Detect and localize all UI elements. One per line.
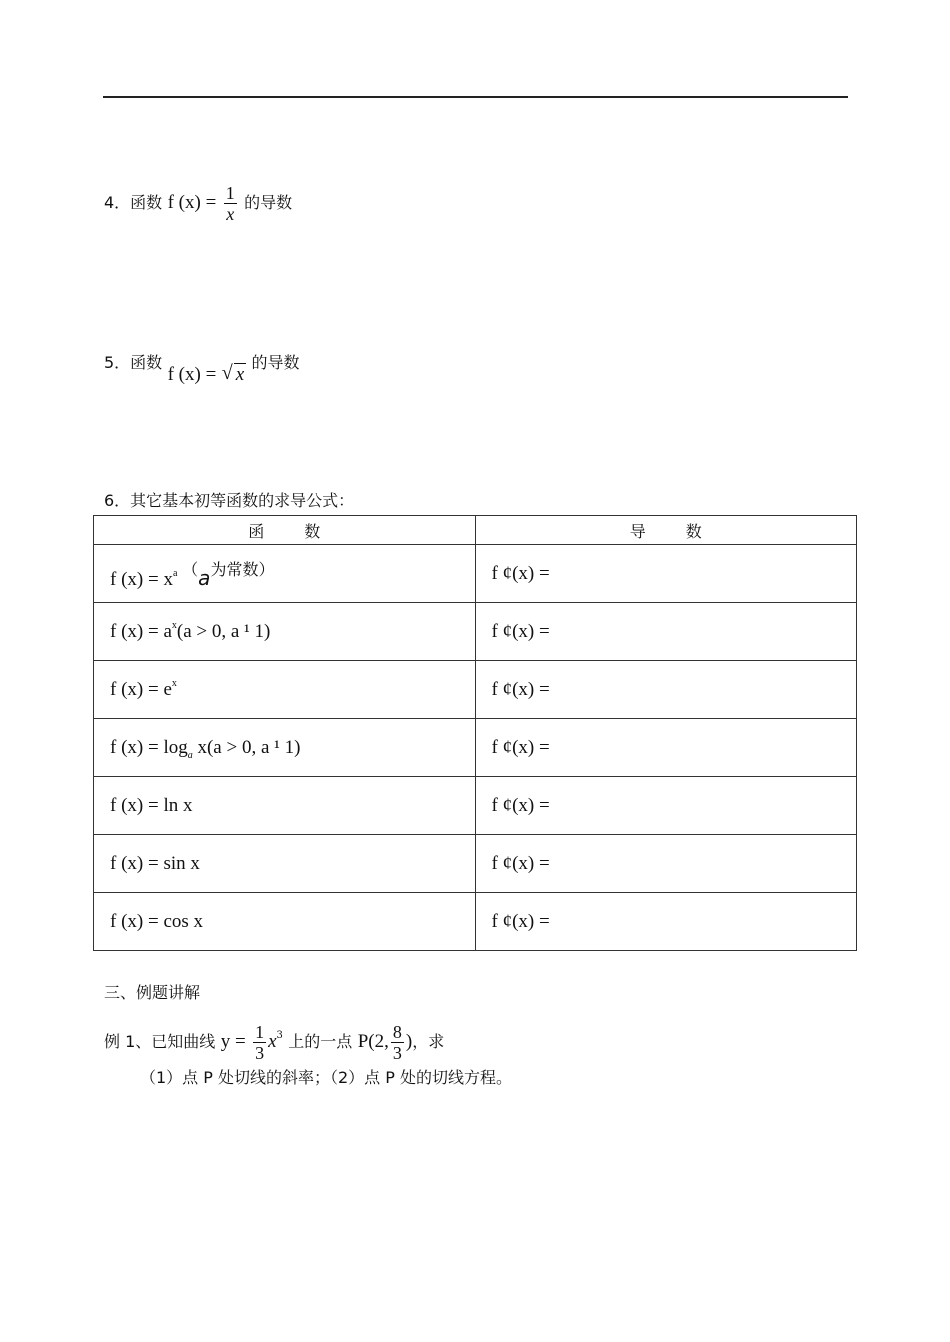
item4-frac-num: 1 bbox=[225, 183, 235, 203]
example1-point-den: 3 bbox=[392, 1043, 402, 1063]
example1-x: x bbox=[268, 1031, 277, 1052]
exponential-exponent: x bbox=[171, 619, 177, 631]
item5-label: 5．函数 bbox=[104, 353, 163, 372]
note-var: a bbox=[198, 565, 211, 590]
item5-lhs: f (x) = bbox=[167, 364, 217, 385]
example1-power: 3 bbox=[276, 1030, 283, 1041]
function-cell bbox=[94, 661, 476, 719]
note-open: （ bbox=[182, 559, 199, 579]
table-row bbox=[94, 661, 857, 719]
table-row bbox=[94, 545, 857, 603]
exponential-function: f (x) = a bbox=[110, 620, 172, 642]
function-cell bbox=[94, 603, 476, 661]
table-row bbox=[94, 893, 857, 951]
example1-eq-lhs: y = bbox=[220, 1031, 246, 1052]
item4-tail: 的导数 bbox=[244, 193, 293, 212]
power-exponent: a bbox=[172, 567, 178, 579]
example1-point-open: P(2, bbox=[357, 1031, 389, 1052]
function-cell: f (x) = cos x bbox=[94, 893, 476, 951]
derivative-cell: f ¢(x) = bbox=[475, 661, 857, 719]
table-row bbox=[94, 777, 857, 835]
item5-line bbox=[104, 352, 300, 385]
note-text: 为常数） bbox=[210, 559, 275, 579]
item6-title: 6．其它基本初等函数的求导公式： bbox=[104, 491, 355, 510]
item4-frac-den: x bbox=[226, 204, 235, 224]
example1-mid: 上的一点 bbox=[288, 1032, 353, 1051]
example1-line bbox=[104, 1022, 444, 1063]
example1-fraction bbox=[253, 1022, 266, 1063]
header-derivative-char2: 数 bbox=[685, 521, 702, 541]
example1-lead: 例 1、已知曲线 bbox=[104, 1032, 216, 1051]
function-cell: f (x) = sin x bbox=[94, 835, 476, 893]
natural-exp-exponent: x bbox=[171, 677, 177, 689]
example1-point-num: 8 bbox=[392, 1022, 402, 1042]
header-function bbox=[94, 516, 476, 545]
item5-tail: 的导数 bbox=[251, 353, 300, 372]
function-cell bbox=[94, 545, 476, 603]
derivative-cell: f ¢(x) = bbox=[475, 777, 857, 835]
table-row bbox=[94, 719, 857, 777]
table-row bbox=[94, 835, 857, 893]
item4-label: 4．函数 bbox=[104, 193, 163, 212]
item4-lhs: f (x) = bbox=[167, 192, 217, 213]
example1-parts: （1）点 P 处切线的斜率；（2）点 P 处的切线方程。 bbox=[140, 1068, 513, 1087]
example1-point-fraction bbox=[391, 1022, 404, 1063]
derivative-cell: f ¢(x) = bbox=[475, 835, 857, 893]
header-function-char2: 数 bbox=[304, 521, 321, 541]
log-condition: x(a > 0, a ¹ 1) bbox=[192, 736, 301, 758]
log-function: f (x) = log bbox=[110, 736, 188, 758]
item4-fraction bbox=[224, 183, 237, 224]
natural-exp-function: f (x) = e bbox=[110, 678, 172, 700]
example1-frac-num: 1 bbox=[255, 1022, 265, 1042]
example1-tail: ，求 bbox=[412, 1032, 445, 1051]
derivative-cell: f ¢(x) = bbox=[475, 719, 857, 777]
derivative-cell: f ¢(x) = bbox=[475, 893, 857, 951]
power-function: f (x) = x bbox=[110, 568, 173, 590]
table-row bbox=[94, 603, 857, 661]
derivative-cell: f ¢(x) = bbox=[475, 603, 857, 661]
header-derivative bbox=[475, 516, 857, 545]
item4-line bbox=[104, 183, 292, 224]
log-base: a bbox=[187, 749, 193, 761]
section3-title: 三、例题讲解 bbox=[104, 983, 201, 1002]
function-cell bbox=[94, 719, 476, 777]
example1-point-close: ) bbox=[405, 1031, 413, 1052]
item5-radicand: x bbox=[235, 364, 245, 385]
example1-frac-den: 3 bbox=[255, 1043, 265, 1063]
header-function-char1: 函 bbox=[248, 521, 265, 541]
header-rule bbox=[103, 96, 848, 98]
table-header-row bbox=[94, 516, 857, 545]
header-derivative-char1: 导 bbox=[629, 521, 646, 541]
derivative-table bbox=[93, 515, 857, 951]
item5-sqrt bbox=[222, 364, 246, 386]
exponential-condition: (a > 0, a ¹ 1) bbox=[176, 620, 271, 642]
function-cell: f (x) = ln x bbox=[94, 777, 476, 835]
derivative-cell: f ¢(x) = bbox=[475, 545, 857, 603]
